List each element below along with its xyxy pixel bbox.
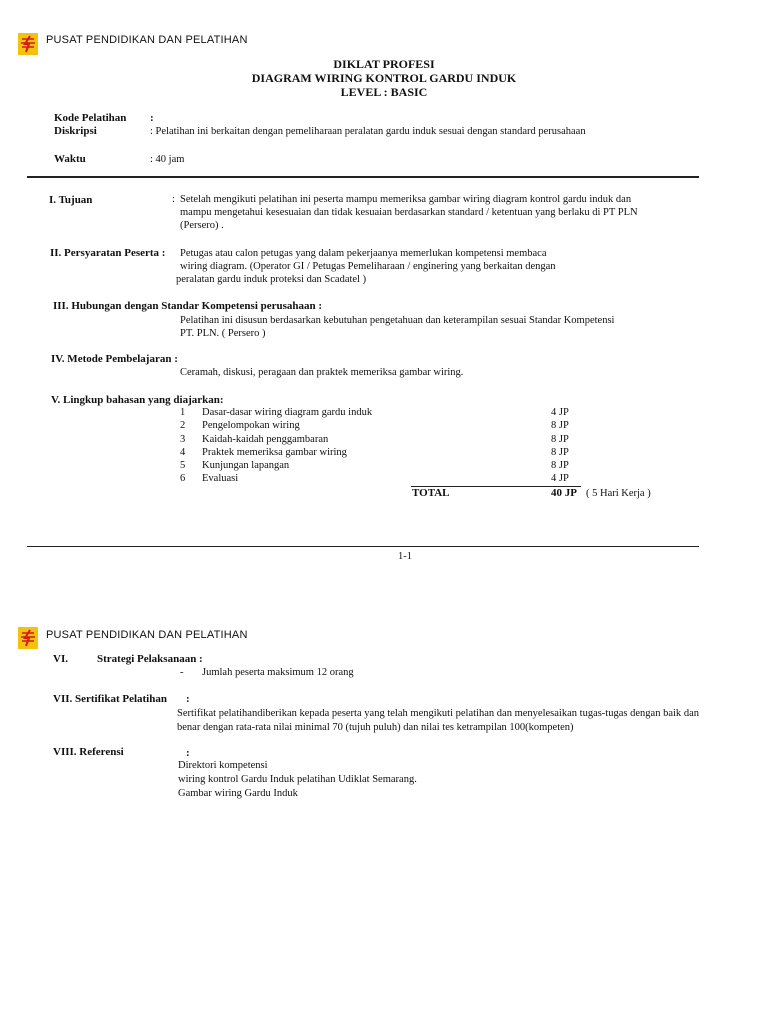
- lingkup-jp: 8 JP: [551, 460, 569, 471]
- referensi-line-2: wiring kontrol Gardu Induk pelatihan Udiklat Semarang.: [178, 774, 417, 785]
- referensi-line-1: Direktori kompetensi: [178, 760, 268, 771]
- lingkup-no: 4: [180, 447, 186, 458]
- tujuan-line-3: (Persero) .: [180, 220, 224, 231]
- sertifikat-colon: :: [186, 693, 190, 705]
- referensi-label: VIII. Referensi: [53, 746, 124, 758]
- total-label: TOTAL: [412, 487, 450, 499]
- pln-logo-icon: [18, 33, 38, 55]
- tujuan-line-2: mampu mengetahui kesesuaian dan tidak kesuaian berdasarkan standard / ketentuan yang berlaku di PT PLN: [180, 207, 638, 218]
- lingkup-topic: Evaluasi: [202, 473, 239, 484]
- waktu-label: Waktu: [54, 153, 86, 165]
- persyaratan-line-3: peralatan gardu induk proteksi dan Scadatel ): [176, 274, 367, 285]
- persyaratan-line-1: Petugas atau calon petugas yang dalam pekerjaanya memerlukan kompetensi membaca: [180, 248, 547, 259]
- metode-text: Ceramah, diskusi, peragaan dan praktek memeriksa gambar wiring.: [180, 367, 464, 378]
- lingkup-no: 5: [180, 460, 186, 471]
- lingkup-no: 1: [180, 407, 186, 418]
- lingkup-no: 3: [180, 434, 186, 445]
- lingkup-jp: 8 JP: [551, 434, 569, 445]
- lingkup-label: V. Lingkup bahasan yang diajarkan:: [51, 394, 224, 406]
- total-note: ( 5 Hari Kerja ): [586, 488, 651, 499]
- referensi-colon: :: [186, 747, 190, 759]
- metode-label: IV. Metode Pembelajaran :: [51, 353, 178, 365]
- strategi-dash: -: [180, 667, 184, 678]
- lingkup-topic: Dasar-dasar wiring diagram gardu induk: [202, 407, 373, 418]
- title-line-3: LEVEL : BASIC: [340, 85, 428, 99]
- tujuan-colon: :: [172, 194, 175, 205]
- persyaratan-label: II. Persyaratan Peserta :: [50, 247, 166, 259]
- lingkup-jp: 4 JP: [551, 407, 569, 418]
- referensi-line-3: Gambar wiring Gardu Induk: [178, 788, 298, 799]
- lingkup-topic: Kunjungan lapangan: [202, 460, 290, 471]
- strategi-label: VI.: [53, 653, 68, 665]
- page-number: 1-1: [398, 551, 412, 562]
- org-name: PUSAT PENDIDIKAN DAN PELATIHAN: [46, 34, 248, 46]
- hubungan-line-2: PT. PLN. ( Persero ): [180, 328, 266, 339]
- strategi-text: Jumlah peserta maksimum 12 orang: [202, 667, 354, 678]
- header-divider: [27, 176, 699, 178]
- title-line-2: DIAGRAM WIRING KONTROL GARDU INDUK: [251, 71, 517, 85]
- lingkup-topic: Praktek memeriksa gambar wiring: [202, 447, 347, 458]
- lingkup-no: 2: [180, 420, 186, 431]
- tujuan-label: I. Tujuan: [49, 194, 93, 206]
- persyaratan-line-2: wiring diagram. (Operator GI / Petugas Pemeliharaan / enginering yang berkaitan dengan: [180, 261, 556, 272]
- deskripsi-label: Diskripsi: [54, 125, 97, 137]
- lingkup-jp: 8 JP: [551, 420, 569, 431]
- strategi-title: Strategi Pelaksanaan :: [97, 653, 203, 665]
- hubungan-label: III. Hubungan dengan Standar Kompetensi perusahaan :: [53, 300, 323, 312]
- kode-colon: :: [150, 112, 154, 124]
- hubungan-line-1: Pelatihan ini disusun berdasarkan kebutuhan pengetahuan dan keterampilan sesuai Standar Kompetensi: [180, 315, 615, 326]
- sertifikat-text: Sertifikat pelatihandiberikan kepada peserta yang telah mengikuti pelatihan dan menyelesaikan tugas-tugas dengan baik dan benar dengan rata-rata nilai minimal 70 (tujuh puluh) dan nilai tes ketrampilan 100(kompeten): [177, 708, 699, 733]
- title-line-1: DIKLAT PROFESI: [333, 57, 435, 71]
- footer-divider: [27, 546, 699, 547]
- lingkup-jp: 8 JP: [551, 447, 569, 458]
- lingkup-topic: Pengelompokan wiring: [202, 420, 300, 431]
- tujuan-line-1: Setelah mengikuti pelatihan ini peserta mampu memeriksa gambar wiring diagram kontrol gardu induk dan: [180, 194, 632, 205]
- waktu-value: : 40 jam: [150, 154, 185, 165]
- lingkup-topic: Kaidah-kaidah penggambaran: [202, 434, 329, 445]
- org-name: PUSAT PENDIDIKAN DAN PELATIHAN: [46, 629, 248, 641]
- sertifikat-label: VII. Sertifikat Pelatihan: [53, 693, 167, 705]
- pln-logo-icon: [18, 627, 38, 649]
- lingkup-no: 6: [180, 473, 186, 484]
- lingkup-jp: 4 JP: [551, 473, 569, 484]
- deskripsi-value: : Pelatihan ini berkaitan dengan pemeliharaan peralatan gardu induk sesuai dengan standard perusahaan: [150, 126, 586, 137]
- total-value: 40 JP: [551, 487, 577, 499]
- kode-label: Kode Pelatihan: [54, 112, 127, 124]
